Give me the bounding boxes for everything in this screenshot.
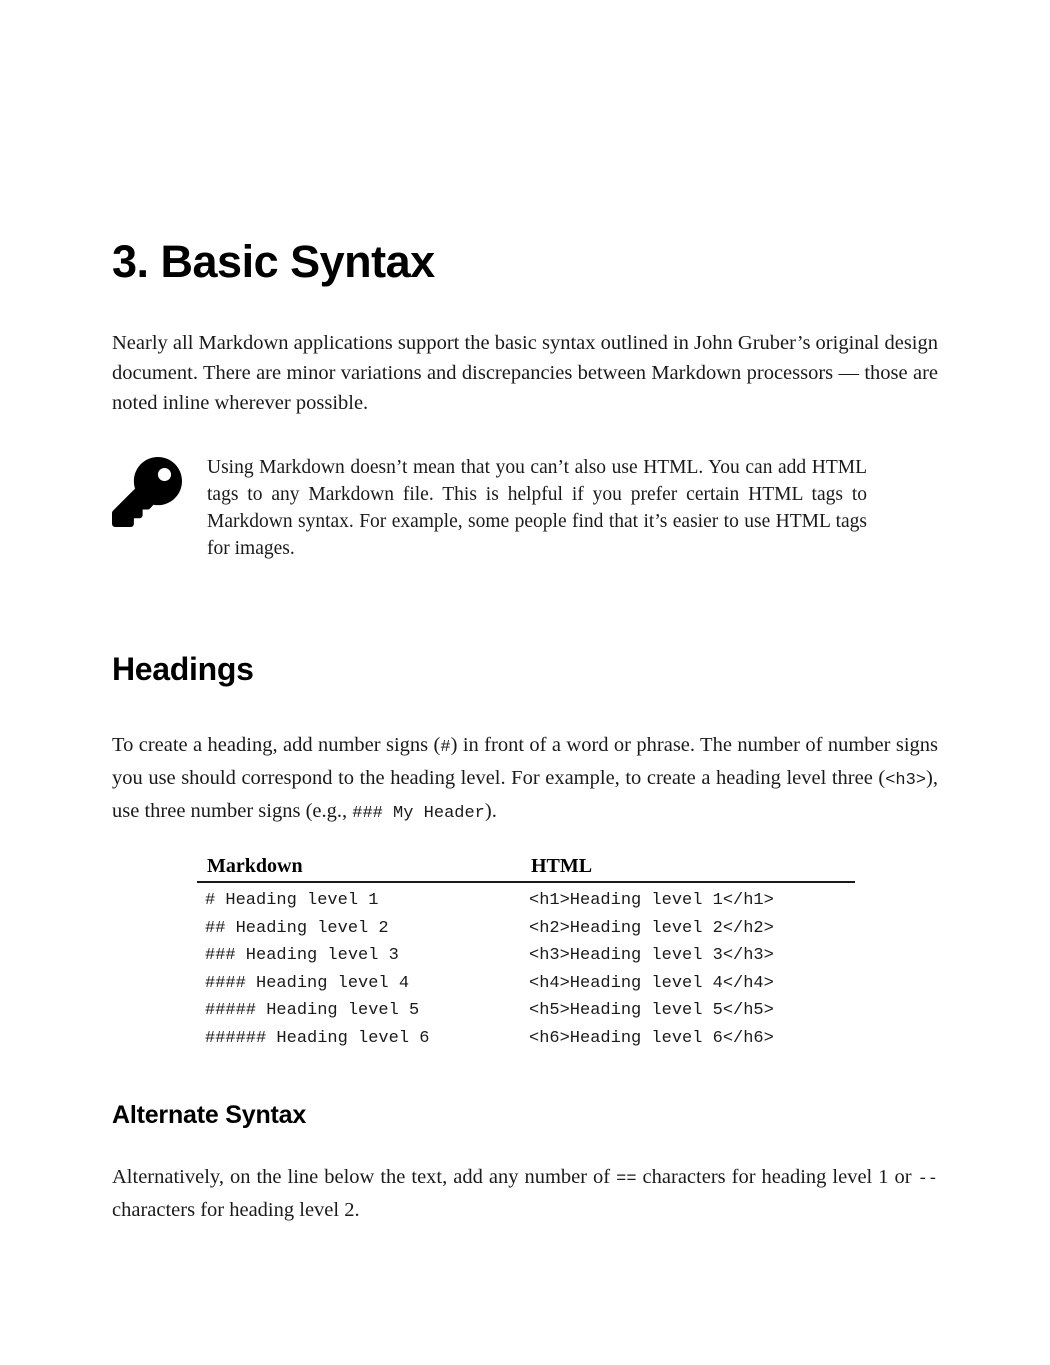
- table-header-markdown: Markdown: [207, 855, 303, 877]
- table-cell: ###### Heading level 6: [205, 1028, 430, 1048]
- table-body: [197, 887, 855, 1052]
- inline-code: ### My Header: [352, 804, 485, 823]
- table-row: [197, 887, 855, 915]
- table-row: [197, 1025, 855, 1053]
- key-icon: [112, 457, 182, 527]
- table-row: [197, 997, 855, 1025]
- table-cell: <h3>Heading level 3</h3>: [529, 946, 774, 965]
- table-cell: <h4>Heading level 4</h4>: [529, 973, 774, 993]
- tip-callout: [112, 454, 938, 562]
- headings-paragraph: To create a heading, add number signs (#) in front of a word or phrase. The number of number signs you use should correspond to the heading level. For example, to create a heading level three (<h3>), use three number signs (e.g., ### My Header).: [112, 734, 939, 823]
- table-cell: <h2>Heading level 2</h2>: [529, 918, 774, 938]
- table-header-html: HTML: [531, 855, 593, 877]
- section-title-alternate-syntax: Alternate Syntax: [112, 1101, 307, 1129]
- table-cell: <h6>Heading level 6</h6>: [529, 1028, 774, 1048]
- table-row: [197, 942, 855, 970]
- headings-syntax-table: [197, 853, 855, 1052]
- intro-paragraph: Nearly all Markdown applications support the basic syntax outlined in John Gruber’s original design document. There are minor variations and discrepancies between Markdown processors — those are noted inline wherever possible.: [112, 332, 938, 414]
- table-cell: #### Heading level 4: [205, 973, 410, 993]
- table-row: [197, 915, 855, 943]
- inline-code: <h3>: [885, 771, 927, 790]
- table-cell: ### Heading level 3: [205, 946, 399, 965]
- inline-code: #: [440, 738, 451, 757]
- table-cell: ##### Heading level 5: [205, 1001, 420, 1020]
- chapter-title: 3. Basic Syntax: [112, 236, 435, 287]
- table-cell: ## Heading level 2: [205, 918, 389, 938]
- table-row: [197, 970, 855, 998]
- tip-paragraph: Using Markdown doesn’t mean that you can’t also use HTML. You can add HTML tags to any Markdown file. This is helpful if you prefer certain HTML tags to Markdown syntax. For example, some people find that it’s easier to use HTML tags for images.: [207, 457, 867, 559]
- inline-code: ==: [616, 1170, 637, 1189]
- table-cell: <h1>Heading level 1</h1>: [529, 891, 774, 910]
- inline-code: --: [917, 1170, 938, 1189]
- alternate-syntax-paragraph: Alternatively, on the line below the text, add any number of == characters for heading level 1 or -- characters for heading level 2.: [112, 1166, 938, 1221]
- section-title-headings: Headings: [112, 651, 254, 687]
- table-cell: # Heading level 1: [205, 891, 379, 910]
- table-cell: <h5>Heading level 5</h5>: [529, 1001, 774, 1020]
- table-header-row: [197, 853, 855, 883]
